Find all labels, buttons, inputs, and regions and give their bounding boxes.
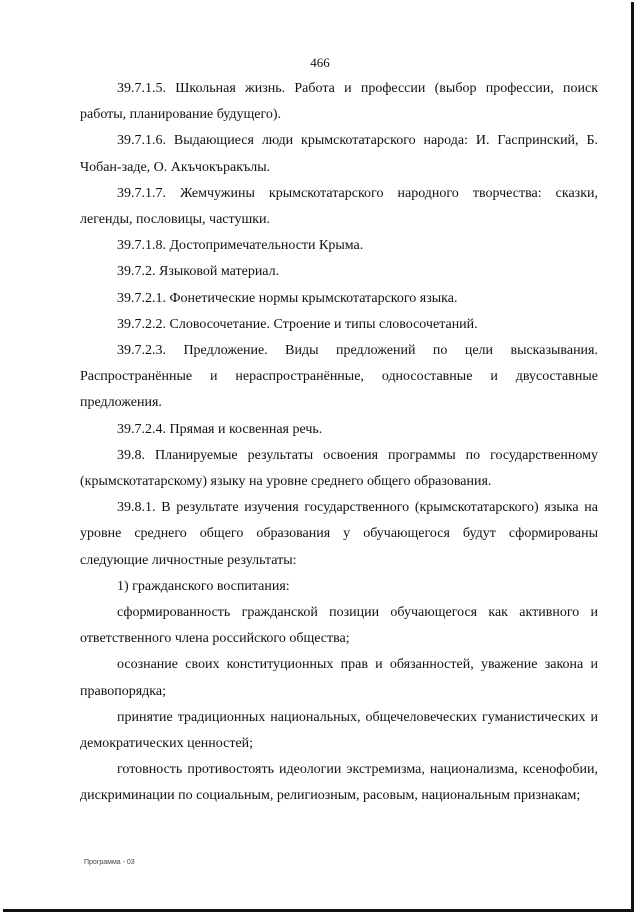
paragraph-39-8-1: 39.8.1. В результате изучения государственного (крымскотатарского) языка на уровне среднего общего образования у обучающегося будут сформированы следующие личностные результаты: bbox=[80, 500, 598, 568]
page-number: 466 bbox=[310, 55, 330, 70]
paragraph-39-8: 39.8. Планируемые результаты освоения программы по государственному (крымскотатарскому) языку на уровне среднего общего образования. bbox=[80, 447, 598, 490]
paragraph-39-7-1-6: 39.7.1.6. Выдающиеся люди крымскотатарского народа: И. Гаспринский, Б. Чобан-заде, О. Акъчокъракълы. bbox=[80, 133, 598, 175]
paragraph-civic-position: сформированность гражданской позиции обучающегося как активного и ответственного члена российского общества; bbox=[80, 605, 598, 647]
paragraph-constitutional-rights: осознание своих конституционных прав и обязанностей, уважение закона и правопорядка; bbox=[80, 657, 598, 699]
paragraph-39-7-2-2: 39.7.2.2. Словосочетание. Строение и типы словосочетаний. bbox=[117, 316, 478, 332]
paragraph-39-7-1-8: 39.7.1.8. Достопримечательности Крыма. bbox=[117, 238, 364, 254]
paragraph-39-7-2-4: 39.7.2.4. Прямая и косвенная речь. bbox=[117, 421, 323, 437]
paragraph-39-7-2-1: 39.7.2.1. Фонетические нормы крымскотатарского языка. bbox=[117, 290, 458, 306]
document-body bbox=[80, 76, 598, 810]
paragraph-counter-extremism: готовность противостоять идеологии экстремизма, национализма, ксенофобии, дискриминации по социальным, религиозным, расовым, национальным признакам; bbox=[80, 762, 598, 804]
paragraph-civic-education-heading: 1) гражданского воспитания: bbox=[117, 578, 290, 594]
paragraph-traditional-values: принятие традиционных национальных, общечеловеческих гуманистических и демократических ценностей; bbox=[80, 709, 598, 752]
paragraph-39-7-2: 39.7.2. Языковой материал. bbox=[117, 264, 280, 280]
paragraph-39-7-1-7: 39.7.1.7. Жемчужины крымскотатарского народного творчества: сказки, легенды, пословицы, частушки. bbox=[80, 185, 598, 228]
paragraph-39-7-1-5: 39.7.1.5. Школьная жизнь. Работа и профессии (выбор профессии, поиск работы, планирование будущего). bbox=[80, 81, 598, 123]
footer-label: Программа - 03 bbox=[84, 859, 135, 866]
paragraph-39-7-2-3: 39.7.2.3. Предложение. Виды предложений по цели высказывания. Распространённые и нераспространённые, односоставные и двусоставные предложения. bbox=[80, 343, 598, 411]
